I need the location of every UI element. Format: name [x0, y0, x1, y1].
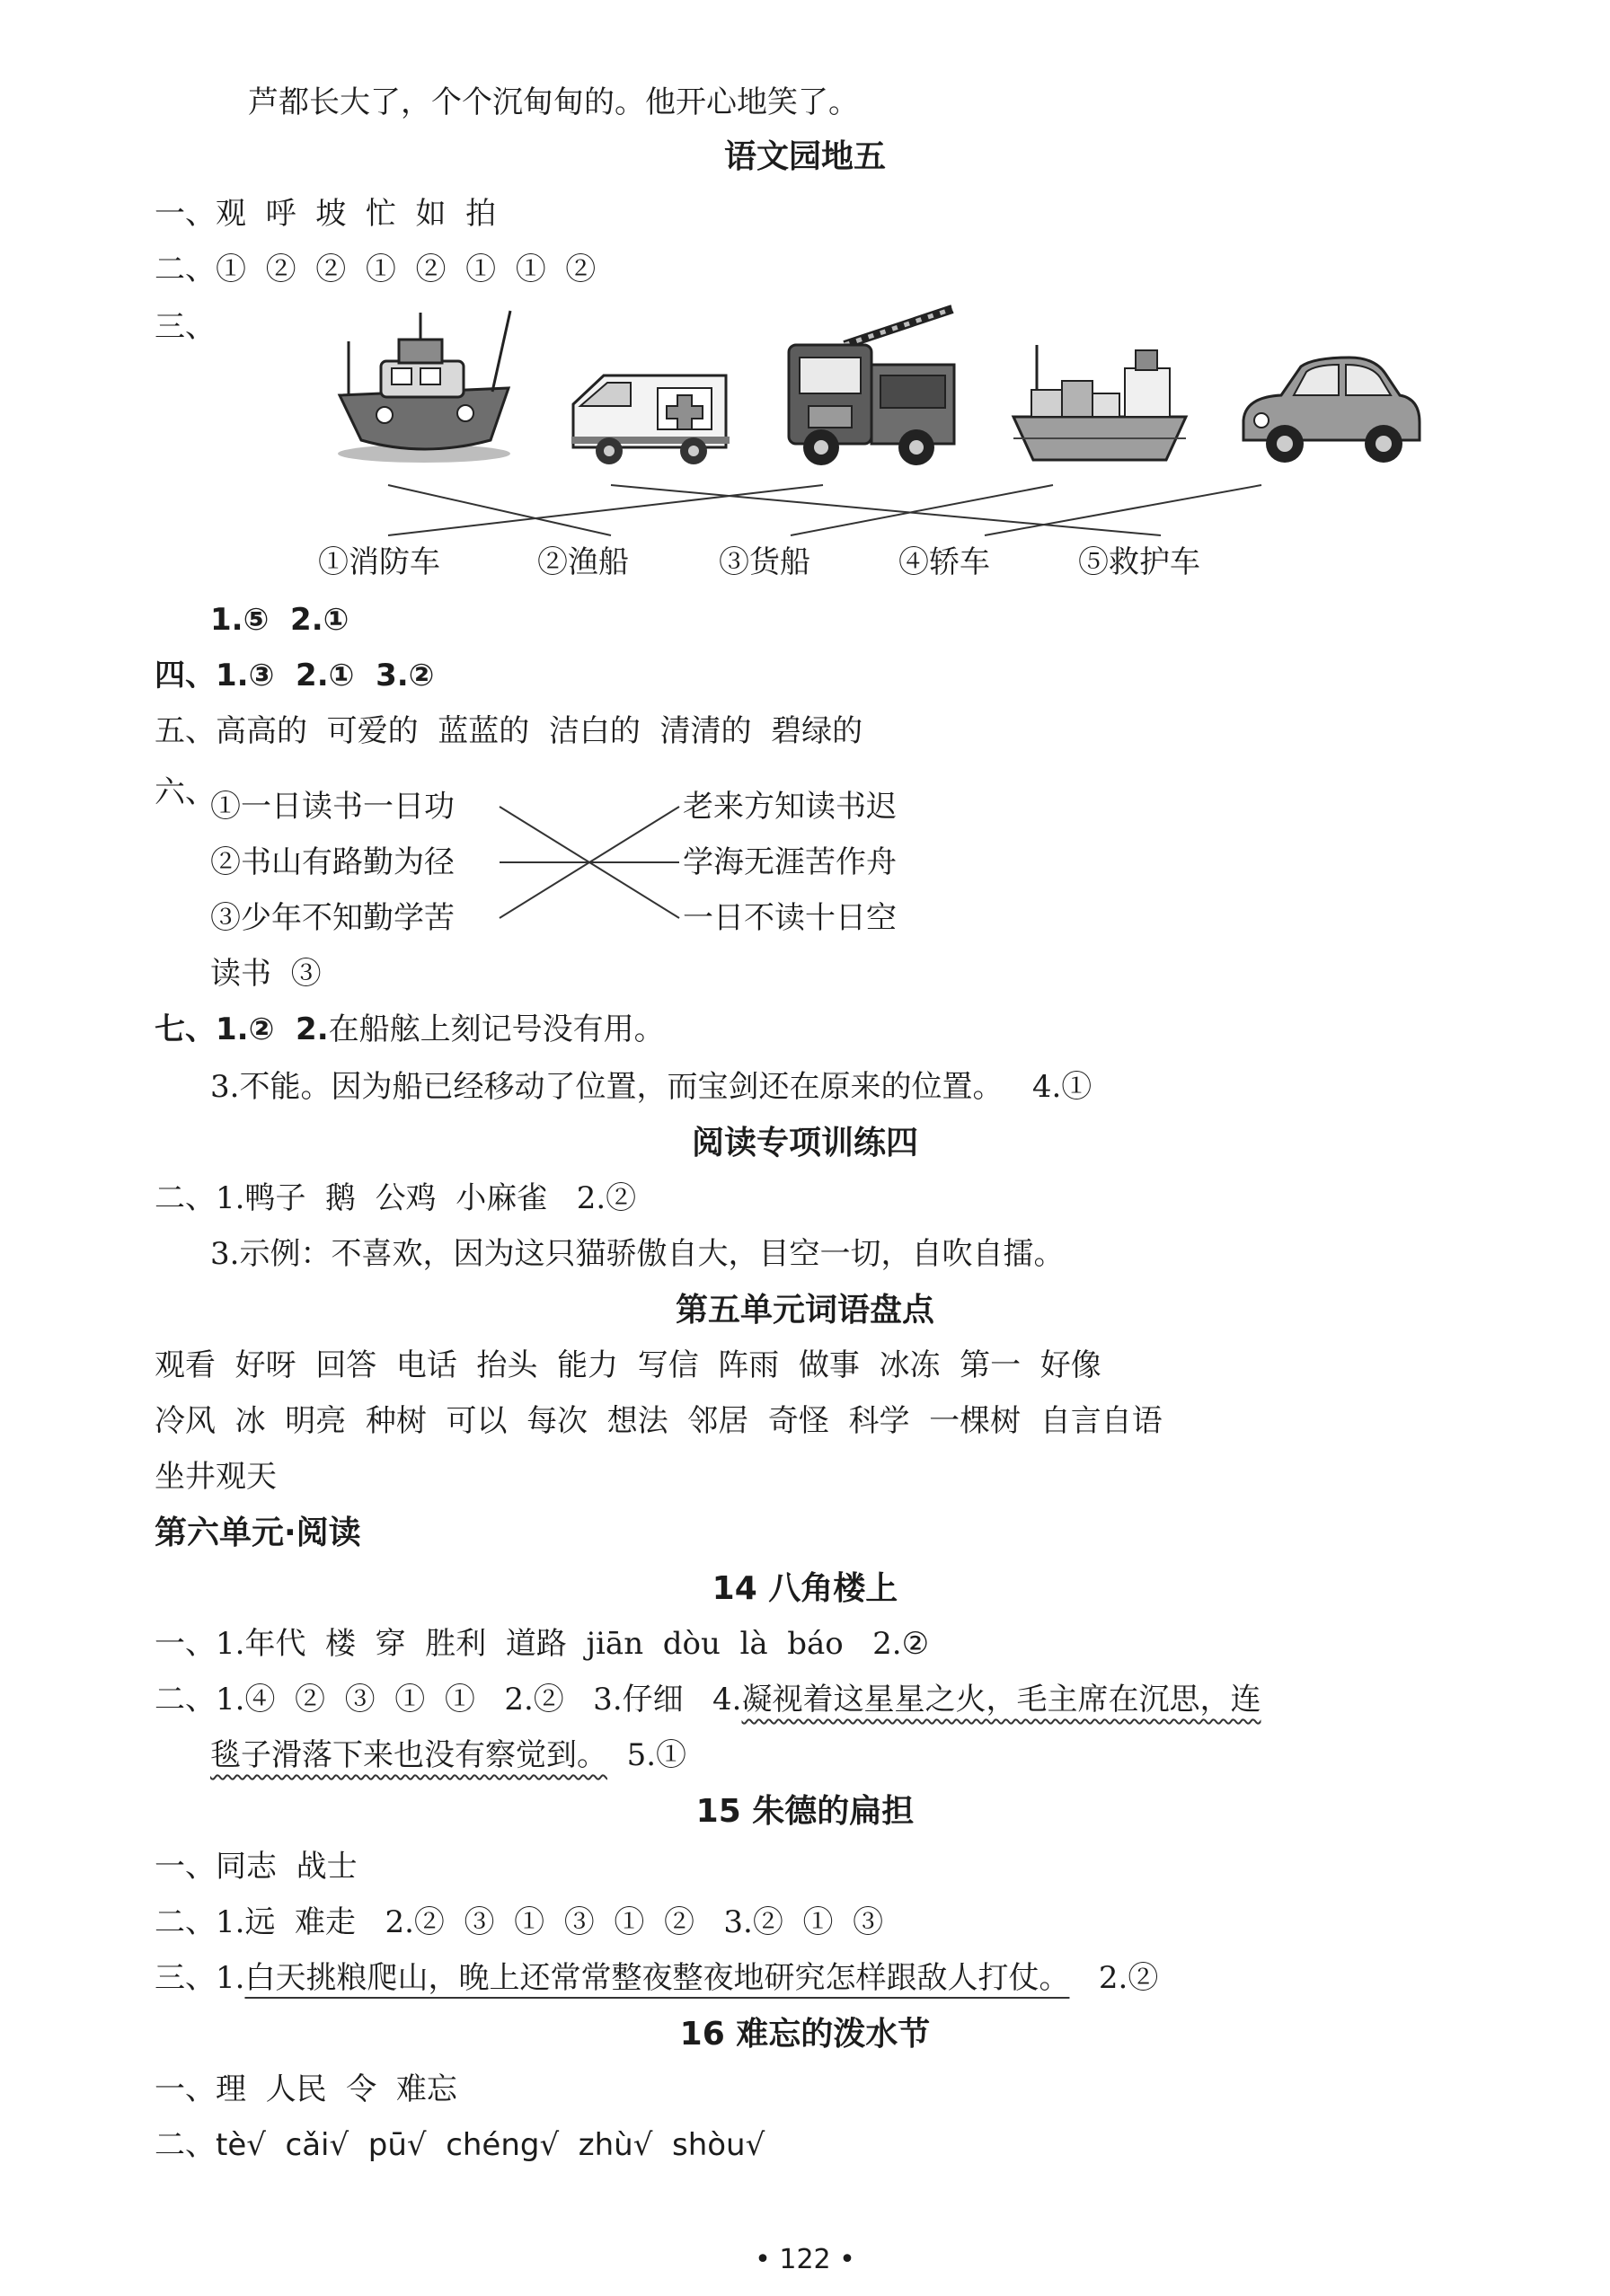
- l15-title: 15 朱德的扁担: [695, 1793, 915, 1830]
- s5-q4: 四、1.③ 2.① 3.②: [155, 658, 435, 693]
- vehicle-label-4: ④轿车: [898, 544, 990, 580]
- l14-q1: [155, 1624, 929, 1664]
- vocab5-line3: 坐井观天: [155, 1459, 277, 1495]
- s5-q7-prefix: 七、1.② 2.: [155, 1011, 329, 1047]
- s5-q6-extra: 读书 ③: [210, 956, 322, 992]
- l14-q2-underlined-a: 凝视着这星星之火，毛主席在沉思，连: [741, 1682, 1261, 1718]
- l14-q2-line2: [210, 1735, 686, 1775]
- s5-q3-answers: 1.⑤ 2.①: [210, 602, 349, 638]
- s5-q2: 二、① ② ② ① ② ① ① ②: [155, 252, 597, 287]
- r4-q2-line1: 二、1.鸭子 鹅 公鸡 小麻雀 2.②: [155, 1180, 637, 1216]
- s5-q3-label: 三、: [155, 309, 216, 345]
- s5-q6-right-3: 一日不读十日空: [683, 900, 897, 936]
- s5-q6-left-2: ②书山有路勤为径: [210, 844, 455, 880]
- l15-q3: [155, 1958, 1158, 1998]
- s5-q7-line1: [155, 1010, 665, 1049]
- l14-q2-underlined-b: 毯子滑落下来也没有察觉到。: [210, 1737, 607, 1773]
- s5-q6-right-2: 学海无涯苦作舟: [683, 844, 897, 880]
- vehicle-label-2: ②渔船: [537, 544, 629, 580]
- l14-title: 14 八角楼上: [712, 1570, 898, 1607]
- top-line: 芦都长大了，个个沉甸甸的。他开心地笑了。: [248, 84, 859, 120]
- vehicle-label-3: ③货船: [719, 544, 810, 580]
- l16-q1: 一、理 人民 令 难忘: [155, 2071, 457, 2107]
- r4-q2-line2: 3.示例：不喜欢，因为这只猫骄傲自大，目空一切，自吹自擂。: [210, 1236, 1065, 1272]
- unit6-title: 第六单元·阅读: [155, 1514, 361, 1551]
- vocab5-line1: 观看 好呀 回答 电话 抬头 能力 写信 阵雨 做事 冰冻 第一 好像: [155, 1347, 1101, 1383]
- s5-q6-right-1: 老来方知读书迟: [683, 789, 897, 825]
- vehicle-label-1: ①消防车: [318, 544, 440, 580]
- vehicle-label-5: ⑤救护车: [1078, 544, 1200, 580]
- l16-q2: 二、tè√ cǎi√ pū√ chéng√ zhù√ shòu√: [155, 2127, 765, 2163]
- s5-q7-text: 在船舷上刻记号没有用。: [328, 1011, 665, 1047]
- l15-q2: 二、1.远 难走 2.② ③ ① ③ ① ② 3.② ① ③: [155, 1904, 884, 1940]
- reading4-title: 阅读专项训练四: [691, 1125, 918, 1161]
- section5-title: 语文园地五: [723, 138, 886, 175]
- vocab5-line2: 冷风 冰 明亮 种树 可以 每次 想法 邻居 奇怪 科学 一棵树 自言自语: [155, 1403, 1163, 1439]
- l14-q1-text: 一、1.年代 楼 穿 胜利 道路 jiān dòu là báo 2.②: [155, 1626, 930, 1662]
- proverb-match-lines: [0, 0, 1610, 988]
- s5-q6-left-3: ③少年不知勤学苦: [210, 900, 455, 936]
- l14-q2-line1: [155, 1680, 1261, 1719]
- s5-q5: 五、高高的 可爱的 蓝蓝的 洁白的 清清的 碧绿的: [155, 713, 863, 749]
- l15-q3-suffix: 2.②: [1069, 1960, 1159, 1996]
- s5-q6-label: 六、: [155, 774, 216, 810]
- vocab5-title: 第五单元词语盘点: [675, 1292, 934, 1329]
- page-number: • 122 •: [755, 2244, 855, 2275]
- l16-title: 16 难忘的泼水节: [679, 2016, 931, 2053]
- s5-q7-line2: 3.不能。因为船已经移动了位置，而宝剑还在原来的位置。 4.①: [210, 1069, 1092, 1105]
- l14-q2-suffix: 5.①: [607, 1737, 687, 1773]
- s5-q6-left-1: ①一日读书一日功: [210, 789, 455, 825]
- l14-q2-prefix: 二、1.④ ② ③ ① ① 2.② 3.仔细 4.: [155, 1682, 742, 1718]
- l15-q3-underlined: 白天挑粮爬山，晚上还常常整夜整夜地研究怎样跟敌人打仗。: [244, 1960, 1070, 1996]
- s5-q1: 一、观 呼 坡 忙 如 拍: [155, 196, 497, 232]
- l15-q1: 一、同志 战士: [155, 1849, 358, 1885]
- l15-q3-prefix: 三、1.: [155, 1960, 245, 1996]
